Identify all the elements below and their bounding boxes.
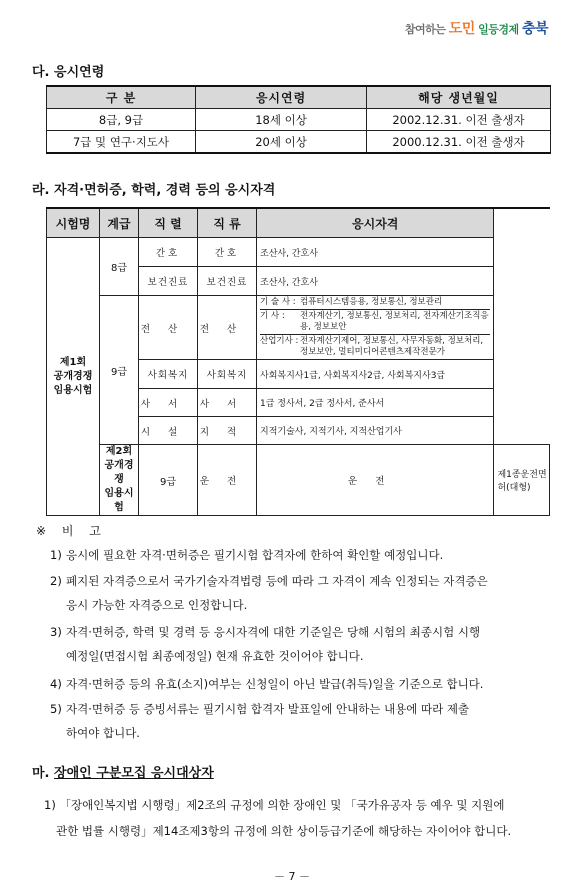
brand-logo [405, 18, 548, 38]
notes-heading: ※ 비 고 [36, 524, 107, 538]
note-item [50, 620, 550, 668]
class-cell: 사회복지 [198, 360, 257, 389]
class-cell: 보건진료 [198, 267, 257, 296]
note-item [50, 543, 550, 567]
series-cell: 보건진료 [139, 267, 198, 296]
class-cell: 지적 [198, 417, 257, 445]
table-row [47, 238, 550, 267]
qual-sub-label: 산업기사 : [260, 336, 299, 346]
table-row [47, 296, 550, 360]
table-row [47, 445, 550, 516]
item-text: 「장애인복지법 시행령」제2조의 규정에 의한 장애인 및 「국가유공자 등 예우 및 지원에 [59, 798, 505, 812]
cell-age: 20세 이상 [196, 131, 367, 154]
qual-cell-multi [257, 296, 494, 360]
item-number: 1) [44, 798, 56, 812]
qual-cell: 조산사, 간호사 [257, 238, 494, 267]
section-title-disabled [32, 762, 214, 781]
header-birthdate: 해당 생년월일 [367, 86, 551, 109]
header-category: 구 분 [47, 86, 196, 109]
qual-sub-row [260, 334, 490, 359]
series-cell: 사서 [139, 389, 198, 417]
class-cell: 사서 [198, 389, 257, 417]
note-number: 4) [50, 677, 62, 691]
age-table-header [47, 86, 551, 109]
note-text: 자격·면허증 등 증빙서류는 필기시험 합격자 발표일에 안내하는 내용에 따라 제출 [66, 702, 470, 716]
class-cell: 운전 [257, 445, 494, 516]
qual-sub-row [260, 309, 490, 334]
qual-sub-text: 전자계산기제어, 정보통신, 사무자동화, 정보처리, 정보보안, 멀티미디어콘텐츠제작전문가 [300, 336, 484, 357]
grade-9: 9급 [100, 296, 139, 445]
note-text: 폐지된 자격증으로서 국가기술자격법령 등에 따라 그 자격이 계속 인정되는 자격증은 [66, 574, 488, 588]
logo-text-2: 도민 [448, 21, 475, 37]
page-number: － 7 － [274, 870, 310, 883]
class-cell: 간호 [198, 238, 257, 267]
qual-cell: 조산사, 간호사 [257, 267, 494, 296]
logo-text-1: 참여하는 [404, 23, 449, 36]
note-text: 자격·면허증, 학력 및 경력 등 응시자격에 대한 기준일은 당해 시험의 최종시험 시행 [66, 625, 481, 639]
qual-sub-row [260, 296, 490, 309]
series-cell: 운전 [198, 445, 257, 516]
note-text: 자격·면허증 등의 유효(소지)여부는 신청일이 아닌 발급(취득)일을 기준으로 합니다. [66, 677, 484, 691]
note-number: 3) [50, 625, 62, 639]
cell-birthdate: 2002.12.31. 이전 출생자 [367, 109, 551, 131]
series-cell: 시설 [139, 417, 198, 445]
section-title-age: 다. 응시연령 [32, 65, 105, 80]
note-text-cont: 예정일(면접시험 최종예정일) 현재 유효한 것이어야 합니다. [66, 649, 364, 663]
table-row [47, 131, 551, 154]
qual-sub-label: 기 사 : [260, 311, 285, 321]
grade-8: 8급 [100, 238, 139, 296]
section-title-qualification: 라. 자격·면허증, 학력, 경력 등의 응시자격 [32, 183, 276, 198]
header-exam: 시험명 [47, 208, 100, 238]
header-series: 직 렬 [139, 208, 198, 238]
qual-cell: 1급 정사서, 2급 정사서, 준사서 [257, 389, 494, 417]
note-number: 2) [50, 574, 62, 588]
note-number: 1) [50, 548, 62, 562]
note-item [50, 697, 550, 745]
note-item [50, 569, 550, 617]
section-prefix: 마. [32, 766, 55, 781]
qual-table-header [47, 208, 550, 238]
cell-age: 18세 이상 [196, 109, 367, 131]
section-title-text: 장애인 구분모집 응시대상자 [54, 766, 214, 781]
class-cell: 전산 [198, 296, 257, 360]
qual-sub-text: 컴퓨터시스템응용, 정보통신, 정보관리 [300, 297, 443, 307]
header-qualification: 응시자격 [257, 208, 494, 238]
item-text-cont: 관한 법률 시행령」제14조제3항의 규정에 의한 상이등급기준에 해당하는 자이어야 합니다. [56, 824, 512, 838]
note-item [50, 672, 550, 696]
qual-cell: 사회복지사1급, 사회복지사2급, 사회복지사3급 [257, 360, 494, 389]
table-row [47, 109, 551, 131]
series-cell: 간호 [139, 238, 198, 267]
cell-birthdate: 2000.12.31. 이전 출생자 [367, 131, 551, 154]
logo-text-3: 일등경제 [474, 23, 522, 36]
series-cell: 전산 [139, 296, 198, 360]
qual-cell: 제1종운전면허(대형) [494, 445, 550, 516]
age-table [46, 85, 551, 154]
note-text: 응시에 필요한 자격·면허증은 필기시험 합격자에 한하여 확인할 예정입니다. [66, 548, 444, 562]
grade-9-second: 9급 [139, 445, 198, 516]
exam-name-1: 제1회 공개경쟁 임용시험 [47, 238, 100, 516]
qual-sub-text: 전자계산기, 정보통신, 정보처리, 전자계산기조직응용, 정보보안 [300, 311, 489, 332]
qualification-table [46, 207, 550, 516]
series-cell: 사회복지 [139, 360, 198, 389]
logo-text-4: 충북 [521, 21, 548, 37]
note-number: 5) [50, 702, 62, 716]
header-age: 응시연령 [196, 86, 367, 109]
note-text-cont: 응시 가능한 자격증으로 인정합니다. [66, 598, 248, 612]
header-grade: 계급 [100, 208, 139, 238]
cell-category: 7급 및 연구·지도사 [47, 131, 196, 154]
note-text-cont: 하여야 합니다. [66, 726, 140, 740]
exam-name-2: 제2회 공개경쟁 임용시험 [100, 445, 139, 516]
header-class: 직 류 [198, 208, 257, 238]
disabled-criteria-item [44, 792, 554, 844]
qual-cell: 지적기술사, 지적기사, 지적산업기사 [257, 417, 494, 445]
cell-category: 8급, 9급 [47, 109, 196, 131]
qual-sub-label: 기 술 사 : [260, 297, 296, 307]
